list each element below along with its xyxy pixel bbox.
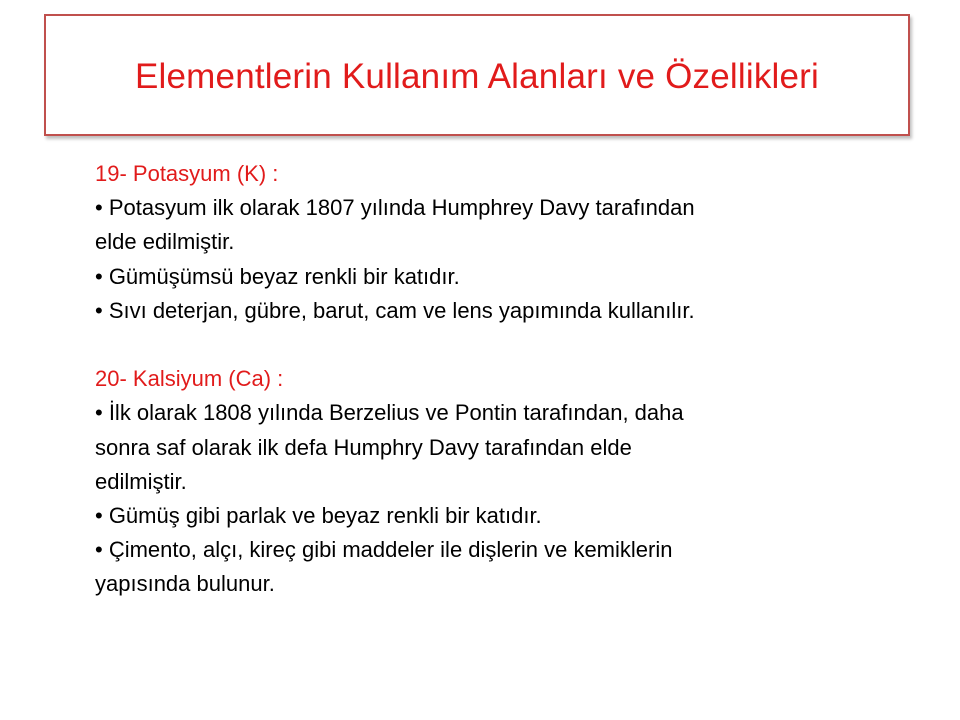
- body-line: • Çimento, alçı, kireç gibi maddeler ile dişlerin ve kemiklerin: [95, 537, 673, 563]
- body-line: edilmiştir.: [95, 468, 187, 494]
- slide-title: Elementlerin Kullanım Alanları ve Özellikleri: [135, 57, 819, 96]
- title-box: [44, 14, 910, 136]
- slide-content: [95, 157, 915, 602]
- body-line: • Gümüş gibi parlak ve beyaz renkli bir katıdır.: [95, 503, 542, 529]
- body-line: • Potasyum ilk olarak 1807 yılında Humphrey Davy tarafından: [95, 195, 695, 221]
- section-potassium: [95, 157, 915, 328]
- section-heading: 20- Kalsiyum (Ca) :: [95, 366, 284, 392]
- body-line: • Gümüşümsü beyaz renkli bir katıdır.: [95, 263, 460, 289]
- body-line: sonra saf olarak ilk defa Humphry Davy tarafından elde: [95, 434, 632, 460]
- section-spacer: [95, 328, 915, 362]
- section-calcium: [95, 362, 915, 601]
- body-line: elde edilmiştir.: [95, 229, 235, 255]
- body-line: • İlk olarak 1808 yılında Berzelius ve Pontin tarafından, daha: [95, 400, 684, 426]
- body-line: • Sıvı deterjan, gübre, barut, cam ve lens yapımında kullanılır.: [95, 297, 695, 323]
- body-line: yapısında bulunur.: [95, 571, 275, 597]
- section-heading: 19- Potasyum (K) :: [95, 161, 279, 186]
